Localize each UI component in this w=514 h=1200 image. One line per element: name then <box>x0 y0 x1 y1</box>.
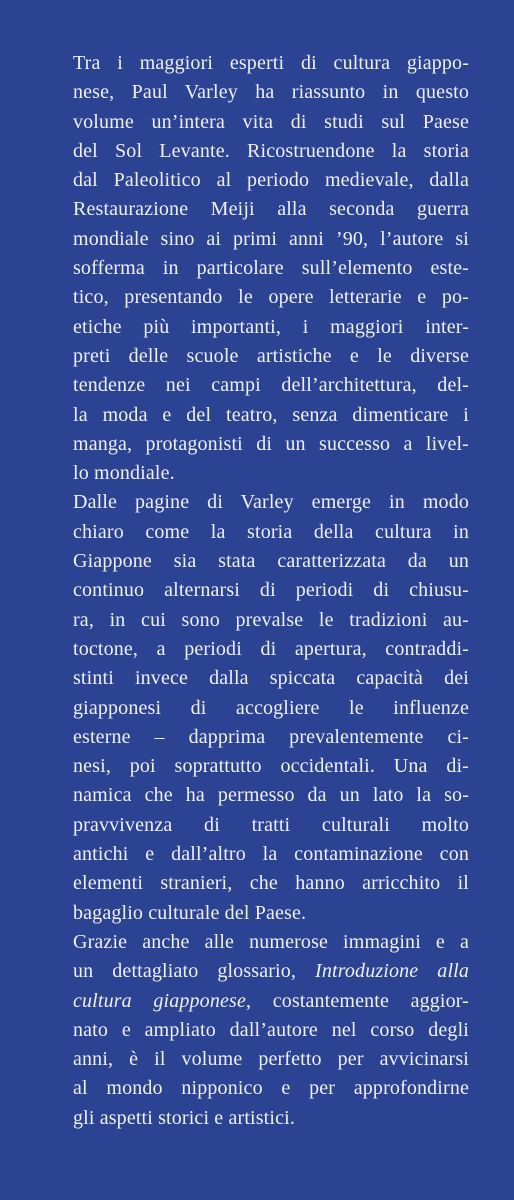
text-line <box>73 283 469 312</box>
paragraph <box>73 928 469 1133</box>
text-line <box>73 108 469 137</box>
text-segment: dal Paleolitico al periodo medievale, dalla <box>73 169 469 192</box>
book-title-text: cultura giapponese <box>73 989 246 1012</box>
text-line <box>73 635 469 664</box>
text-segment: esterne – dapprima prevalentemente ci- <box>73 725 469 748</box>
text-segment: del Sol Levante. Ricostruendone la storia <box>73 139 469 162</box>
text-line <box>73 518 469 547</box>
text-segment: tendenze nei campi dell’architettura, del- <box>73 374 469 397</box>
text-segment: , costantemente aggior- <box>245 989 469 1012</box>
text-segment: Tra i maggiori esperti di cultura giappo- <box>73 52 469 74</box>
text-line <box>73 899 469 928</box>
text-line <box>73 694 469 723</box>
text-line <box>73 576 469 605</box>
book-title-text: Introduzione alla <box>315 960 470 983</box>
text-line <box>73 195 469 224</box>
text-segment: bagaglio culturale del Paese. <box>73 901 307 924</box>
text-line <box>73 869 469 898</box>
text-segment: etiche più importanti, i maggiori inter- <box>73 315 469 338</box>
text-segment: preti delle scuole artistiche e le diverse <box>73 344 469 367</box>
text-segment: gli aspetti storici e artistici. <box>73 1106 295 1129</box>
text-segment: nato e ampliato dall’autore nel corso degli <box>73 1018 469 1041</box>
text-line <box>73 987 469 1016</box>
text-line <box>73 342 469 371</box>
text-segment: al mondo nipponico e per approfondirne <box>73 1077 469 1100</box>
text-line <box>73 166 469 195</box>
text-line <box>73 606 469 635</box>
text-line <box>73 313 469 342</box>
paragraph <box>73 49 469 488</box>
text-line <box>73 928 469 957</box>
text-line <box>73 840 469 869</box>
text-line <box>73 781 469 810</box>
text-segment: ra, in cui sono prevalse le tradizioni au- <box>73 608 469 631</box>
text-segment: manga, protagonisti di un successo a livel- <box>73 432 469 455</box>
text-line <box>73 78 469 107</box>
text-segment: la moda e del teatro, senza dimenticare i <box>73 403 469 426</box>
text-line <box>73 811 469 840</box>
text-segment: toctone, a periodi di apertura, contraddi- <box>73 637 469 660</box>
text-segment: nese, Paul Varley ha riassunto in questo <box>73 81 469 104</box>
text-segment: volume un’intera vita di studi sul Paese <box>73 110 469 133</box>
text-segment: namica che ha permesso da un lato la so- <box>73 784 469 807</box>
text-segment: pravvivenza di tratti culturali molto <box>73 813 469 836</box>
text-line <box>73 547 469 576</box>
text-line <box>73 957 469 986</box>
text-segment: chiaro come la storia della cultura in <box>73 520 469 543</box>
text-line <box>73 1016 469 1045</box>
text-line <box>73 254 469 283</box>
text-segment: stinti invece dalla spiccata capacità dei <box>73 667 469 690</box>
text-segment: Grazie anche alle numerose immagini e a <box>73 930 469 953</box>
text-line <box>73 371 469 400</box>
text-line <box>73 459 469 488</box>
text-line <box>73 225 469 254</box>
text-segment: antichi e dall’altro la contaminazione con <box>73 843 469 866</box>
text-line <box>73 752 469 781</box>
text-segment: lo mondiale. <box>73 462 175 485</box>
text-segment: nesi, poi soprattutto occidentali. Una di- <box>73 755 469 778</box>
synopsis-text <box>73 49 469 1133</box>
text-segment: giapponesi di accogliere le influenze <box>73 696 469 719</box>
text-segment: un dettagliato glossario, <box>73 960 316 983</box>
text-line <box>73 488 469 517</box>
text-line <box>73 430 469 459</box>
text-line <box>73 401 469 430</box>
text-line <box>73 1074 469 1103</box>
paragraph <box>73 488 469 927</box>
text-segment: mondiale sino ai primi anni ’90, l’autore si <box>73 227 469 250</box>
text-segment: sofferma in particolare sull’elemento este- <box>73 257 469 280</box>
text-line <box>73 1104 469 1133</box>
text-segment: continuo alternarsi di periodi di chiusu- <box>73 579 469 602</box>
text-segment: tico, presentando le opere letterarie e po- <box>73 286 469 309</box>
text-line <box>73 49 469 78</box>
text-line <box>73 137 469 166</box>
text-segment: Restaurazione Meiji alla seconda guerra <box>73 198 469 221</box>
text-segment: Dalle pagine di Varley emerge in modo <box>73 491 469 514</box>
text-line <box>73 1045 469 1074</box>
text-line <box>73 723 469 752</box>
text-segment: elementi stranieri, che hanno arricchito il <box>73 872 469 895</box>
text-line <box>73 664 469 693</box>
text-segment: Giappone sia stata caratterizzata da un <box>73 550 469 573</box>
text-segment: anni, è il volume perfetto per avvicinarsi <box>73 1048 469 1071</box>
